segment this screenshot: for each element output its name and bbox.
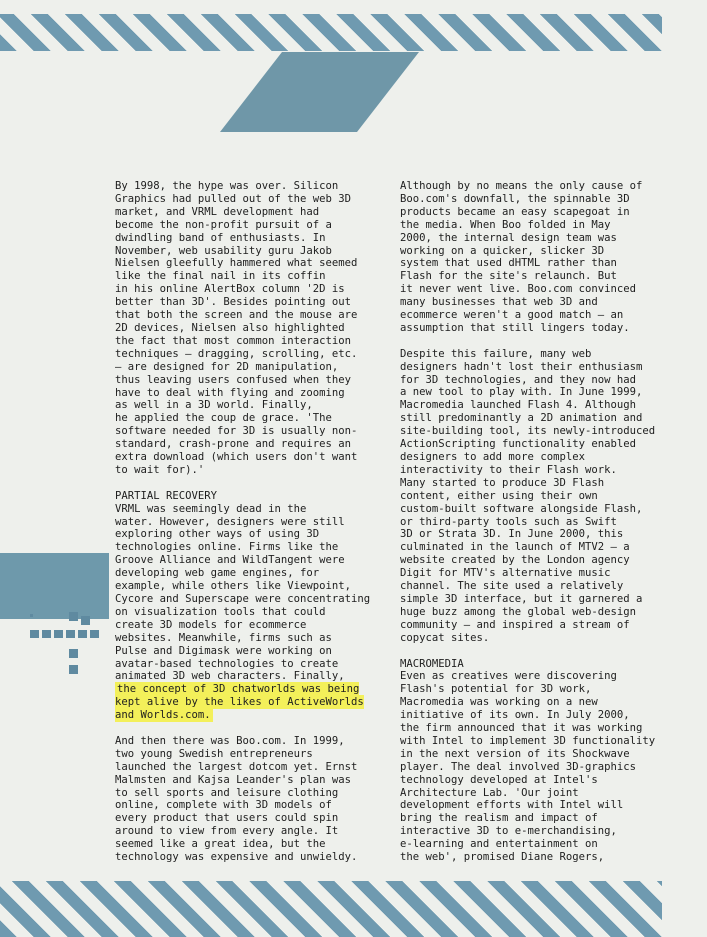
body-paragraph: VRML was seemingly dead in the water. However, designers were still exploring other ways of using 3D technologies online. Firms like the Groove Alliance and WildTangent were developing web game engines, for example, while others like Viewpoint, Cycore and Superscape were concentrating on visualization tools that could create 3D models for ecommerce websites. Meanwhile, firms such as Pulse and Digimask were working on avatar-based technologies to create animated 3D web characters. Finally, (115, 502, 371, 683)
right-text-column (400, 180, 682, 877)
highlighted-paragraph (115, 683, 377, 722)
top-stripe-band (0, 14, 662, 51)
highlighted-text: the concept of 3D chatworlds was being kept alive by the likes of ActiveWorlds and Worlds.com. (115, 683, 364, 722)
bottom-stripe-band (0, 881, 662, 937)
section-heading: MACROMEDIA (400, 657, 464, 670)
section-heading: PARTIAL RECOVERY (115, 489, 218, 502)
teal-parallelogram-graphic (220, 52, 420, 132)
body-paragraph: And then there was Boo.com. In 1999, two young Swedish entrepreneurs launched the largest dotcom yet. Ernst Malmsten and Kajsa Leander's plan was to sell sports and leisure clothing online, complete with 3D models of every product that users could spin around to view from every angle. It seemed like a great idea, but the technology was expensive and unwieldy. (115, 734, 358, 864)
body-paragraph: Despite this failure, many web designers hadn't lost their enthusiasm for 3D technologies, and they now had a new tool to play with. In June 1999, Macromedia launched Flash 4. Although still predominantly a 2D animation and site-building tool, its newly-introduced ActionScripting functionality enabled designers to add more complex interactivity to their Flash work. Many started to produce 3D Flash content, either using their own custom-built software alongside Flash, or third-party tools such as Swift 3D or Strata 3D. In June 2000, this culminated in the launch of MTV2 – a website created by the London agency Digit for MTV's alternative music channel. The site used a relatively simple 3D interface, but it garnered a huge buzz among the global web-design community – and inspired a stream of copycat sites. (400, 347, 656, 644)
left-text-column (115, 180, 377, 877)
pixel-arrow-icon (30, 605, 105, 675)
body-paragraph: Although by no means the only cause of Boo.com's downfall, the spinnable 3D products became an easy scapegoat in the media. When Boo folded in May 2000, the internal design team was working on a quicker, slicker 3D system that used dHTML rather than Flash for the site's relaunch. But it never went live. Boo.com convinced many businesses that web 3D and ecommerce weren't a good match – an assumption that still lingers today. (400, 180, 643, 334)
body-paragraph: By 1998, the hype was over. Silicon Graphics had pulled out of the web 3D market, and VRML development had become the non-profit pursuit of a dwindling band of enthusiasts. In November, web usability guru Jakob Nielsen gleefully hammered what seemed like the final nail in its coffin in his online AlertBox column '2D is better than 3D'. Besides pointing out that both the screen and the mouse are 2D devices, Nielsen also highlighted the fact that most common interaction techniques – dragging, scrolling, etc. – are designed for 2D manipulation, thus leaving users confused when they have to deal with flying and zooming as well in a 3D world. Finally, he applied the coup de grace. 'The software needed for 3D is usually non- standard, crash-prone and requires an extra download (which users don't want to wait for).' (115, 180, 358, 476)
body-paragraph: Even as creatives were discovering Flash's potential for 3D work, Macromedia was working on a new initiative of its own. In July 2000, the firm announced that it was working with Intel to implement 3D functionality in the next version of its Shockwave player. The deal involved 3D-graphics technology developed at Intel's Architecture Lab. 'Our joint development efforts with Intel will bring the realism and impact of interactive 3D to e-merchandising, e-learning and entertainment on the web', promised Diane Rogers, (400, 670, 656, 864)
